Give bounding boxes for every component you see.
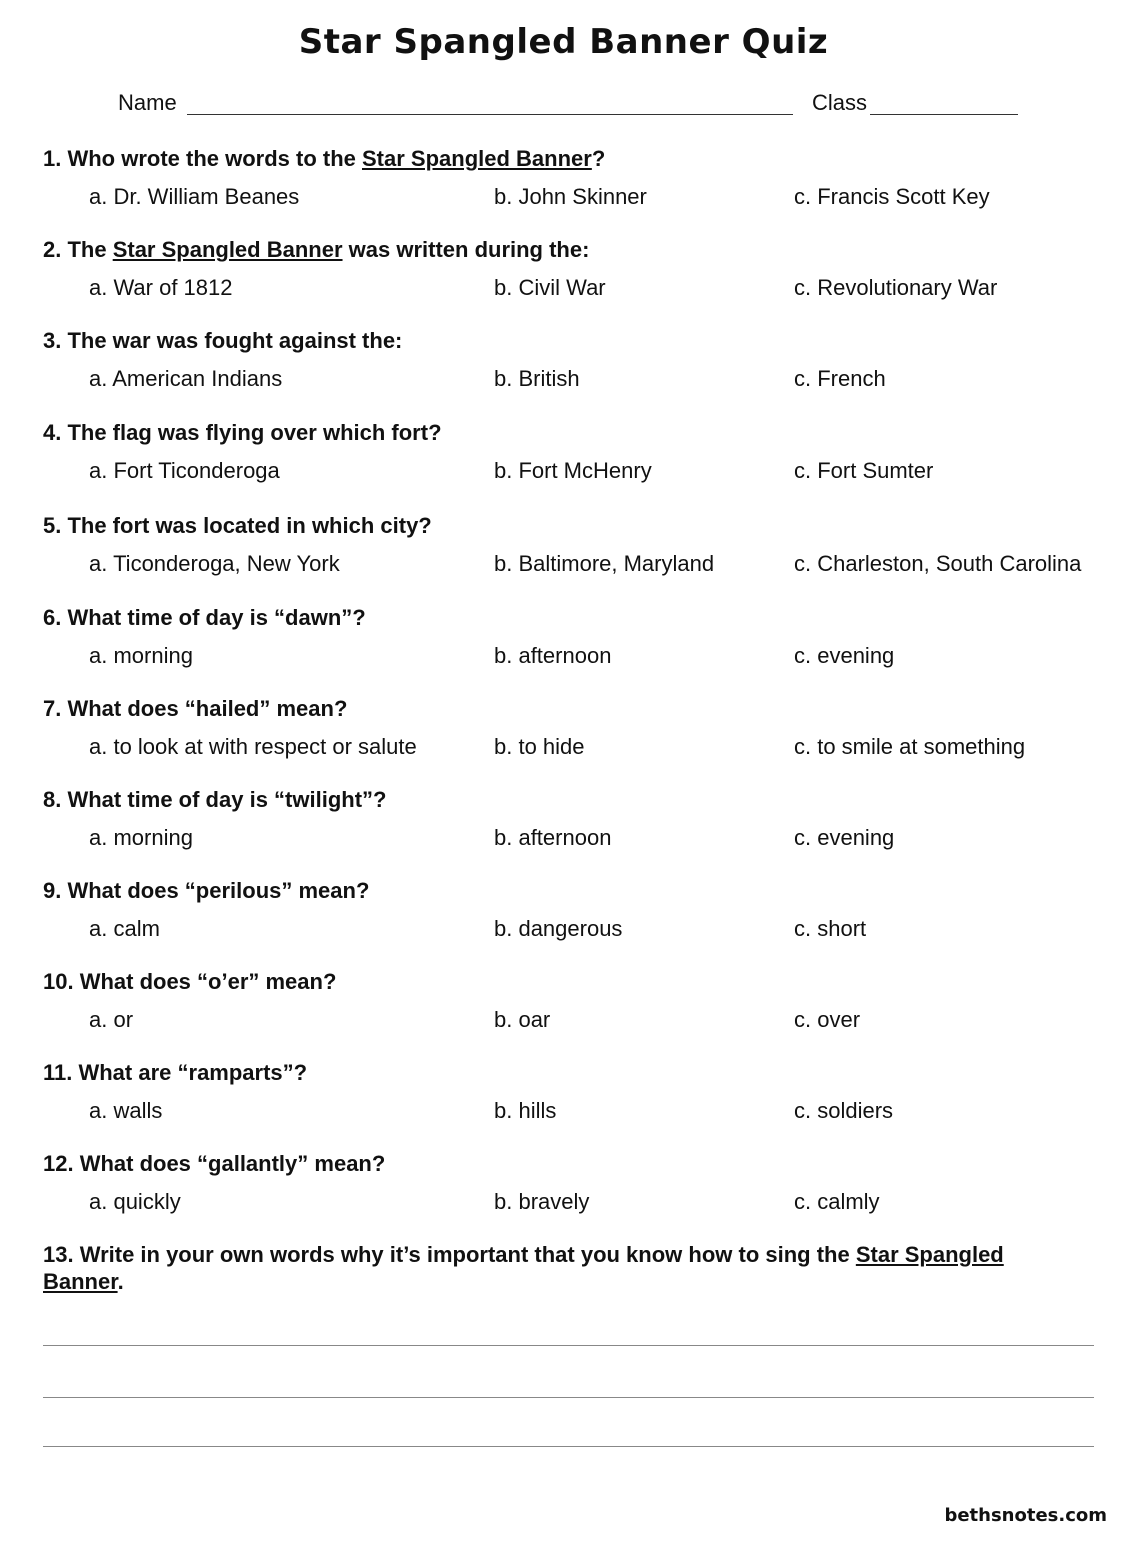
answer-option-b[interactable]: b. dangerous xyxy=(494,916,623,941)
question-12 xyxy=(43,1150,1103,1219)
answer-option-c[interactable]: c. calmly xyxy=(794,1189,880,1214)
answer-option-a[interactable]: a. morning xyxy=(89,643,193,668)
answer-option-c[interactable]: c. over xyxy=(794,1007,861,1032)
answer-option-c[interactable]: c. French xyxy=(794,366,886,391)
question-11 xyxy=(43,1059,1103,1128)
class-label: Class xyxy=(812,90,868,115)
site-credit: bethsnotes.com xyxy=(944,1505,1107,1526)
answer-option-a[interactable]: a. Fort Ticonderoga xyxy=(89,458,280,483)
question-6 xyxy=(43,604,1103,673)
answer-options xyxy=(43,184,1103,214)
question-text: 9. What does “perilous” mean? xyxy=(43,878,370,903)
question-10 xyxy=(43,968,1103,1037)
question-3 xyxy=(43,327,1103,396)
question-text: 7. What does “hailed” mean? xyxy=(43,696,348,721)
answer-options xyxy=(43,916,1103,946)
answer-options xyxy=(43,1098,1103,1128)
question-text: 1. Who wrote the words to the Star Spangled Banner? xyxy=(43,146,606,171)
answer-option-b[interactable]: b. to hide xyxy=(494,734,585,759)
question-text: 4. The flag was flying over which fort? xyxy=(43,420,442,445)
answer-write-line[interactable] xyxy=(43,1345,1094,1346)
answer-options xyxy=(43,366,1103,396)
answer-option-a[interactable]: a. or xyxy=(89,1007,134,1032)
question-text: 10. What does “o’er” mean? xyxy=(43,969,337,994)
answer-option-b[interactable]: b. British xyxy=(494,366,580,391)
answer-option-b[interactable]: b. bravely xyxy=(494,1189,590,1214)
question-7 xyxy=(43,695,1103,764)
answer-options xyxy=(43,734,1103,764)
answer-option-b[interactable]: b. Baltimore, Maryland xyxy=(494,551,715,576)
answer-option-b[interactable]: b. afternoon xyxy=(494,825,612,850)
question-text: 2. The Star Spangled Banner was written during the: xyxy=(43,237,590,262)
answer-option-a[interactable]: a. morning xyxy=(89,825,193,850)
answer-option-b[interactable]: b. oar xyxy=(494,1007,551,1032)
name-field-line[interactable] xyxy=(187,114,793,115)
page-title: Star Spangled Banner Quiz xyxy=(298,22,829,62)
answer-option-c[interactable]: c. Fort Sumter xyxy=(794,458,934,483)
question-text: 3. The war was fought against the: xyxy=(43,328,403,353)
answer-option-c[interactable]: c. Francis Scott Key xyxy=(794,184,990,209)
answer-option-b[interactable]: b. afternoon xyxy=(494,643,612,668)
question-4 xyxy=(43,419,1103,488)
answer-options xyxy=(43,643,1103,673)
question-13: 13. Write in your own words why it’s important that you know how to sing the Star Spangled Banner. xyxy=(43,1242,1004,1294)
question-text: 6. What time of day is “dawn”? xyxy=(43,605,366,630)
question-5 xyxy=(43,512,1103,581)
question-9 xyxy=(43,877,1103,946)
name-label: Name xyxy=(118,90,177,115)
answer-option-c[interactable]: c. soldiers xyxy=(794,1098,894,1123)
question-1 xyxy=(43,145,1103,214)
answer-option-a[interactable]: a. Ticonderoga, New York xyxy=(89,551,340,576)
answer-option-c[interactable]: c. Revolutionary War xyxy=(794,275,998,300)
answer-option-b[interactable]: b. Civil War xyxy=(494,275,606,300)
answer-option-c[interactable]: c. to smile at something xyxy=(794,734,1026,759)
answer-option-a[interactable]: a. to look at with respect or salute xyxy=(89,734,417,759)
answer-option-b[interactable]: b. Fort McHenry xyxy=(494,458,652,483)
answer-option-a[interactable]: a. Dr. William Beanes xyxy=(89,184,300,209)
answer-option-a[interactable]: a. War of 1812 xyxy=(89,275,233,300)
answer-options xyxy=(43,275,1103,305)
answer-option-a[interactable]: a. calm xyxy=(89,916,160,941)
answer-option-c[interactable]: c. evening xyxy=(794,643,895,668)
answer-write-line[interactable] xyxy=(43,1397,1094,1398)
answer-option-b[interactable]: b. John Skinner xyxy=(494,184,647,209)
question-text: 8. What time of day is “twilight”? xyxy=(43,787,387,812)
answer-option-c[interactable]: c. short xyxy=(794,916,867,941)
answer-option-c[interactable]: c. evening xyxy=(794,825,895,850)
answer-options xyxy=(43,1007,1103,1037)
question-text: 11. What are “ramparts”? xyxy=(43,1060,308,1085)
answer-option-a[interactable]: a. American Indians xyxy=(89,366,283,391)
answer-option-b[interactable]: b. hills xyxy=(494,1098,557,1123)
answer-options xyxy=(43,1189,1103,1219)
question-8 xyxy=(43,786,1103,855)
answer-option-a[interactable]: a. walls xyxy=(89,1098,163,1123)
answer-options xyxy=(43,458,1103,488)
question-2 xyxy=(43,236,1103,305)
answer-option-a[interactable]: a. quickly xyxy=(89,1189,181,1214)
question-text: 12. What does “gallantly” mean? xyxy=(43,1151,386,1176)
class-field-line[interactable] xyxy=(870,114,1018,115)
answer-option-c[interactable]: c. Charleston, South Carolina xyxy=(794,551,1082,576)
question-text: 5. The fort was located in which city? xyxy=(43,513,432,538)
answer-options xyxy=(43,825,1103,855)
answer-options xyxy=(43,551,1103,581)
answer-write-line[interactable] xyxy=(43,1446,1094,1447)
